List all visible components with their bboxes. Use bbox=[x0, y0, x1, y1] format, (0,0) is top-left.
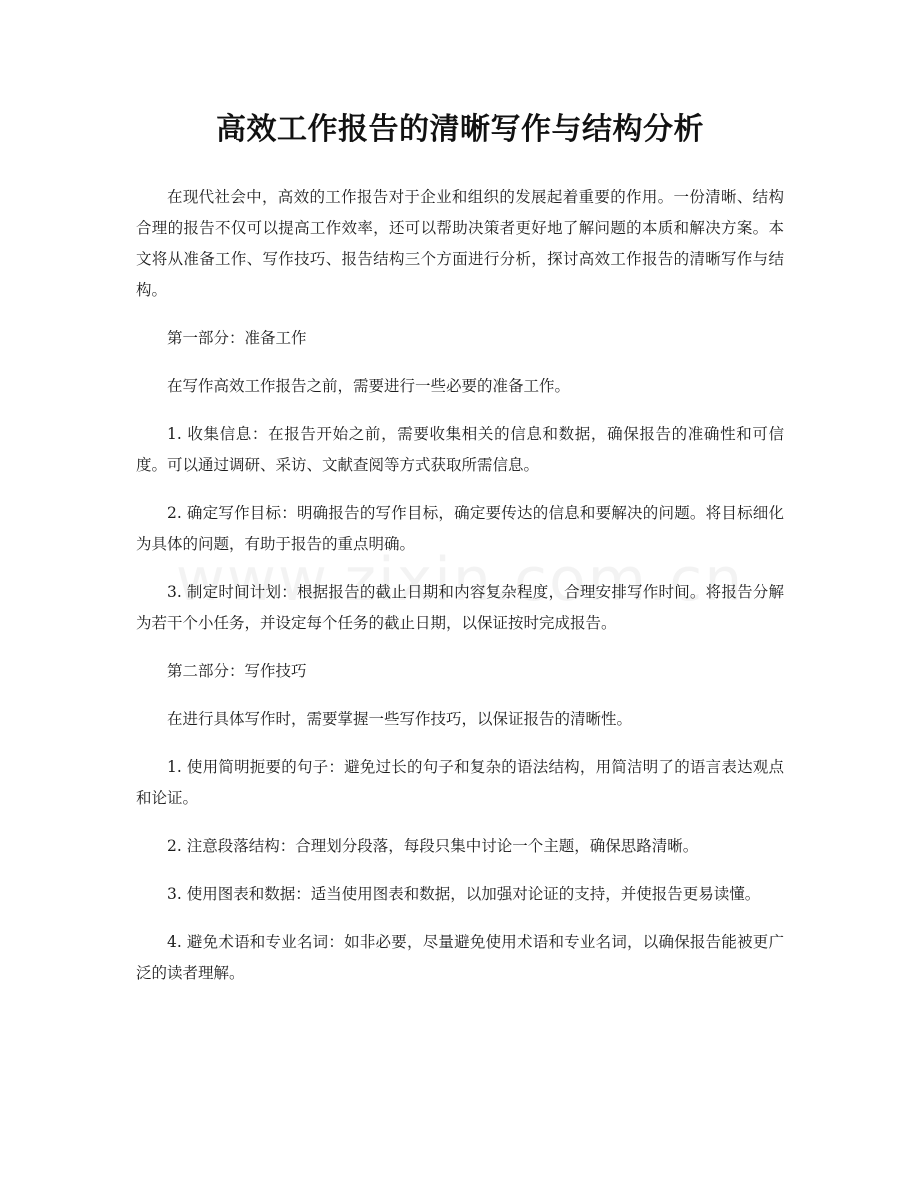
document-title: 高效工作报告的清晰写作与结构分析 bbox=[216, 112, 704, 147]
list-item: 2. 确定写作目标：明确报告的写作目标，确定要传达的信息和要解决的问题。将目标细化为具体的问题，有助于报告的重点明确。 bbox=[136, 504, 784, 553]
section-heading-preparation: 第一部分：准备工作 bbox=[167, 329, 307, 347]
list-item: 3. 使用图表和数据：适当使用图表和数据，以加强对论证的支持，并使报告更易读懂。 bbox=[167, 885, 761, 903]
document-body bbox=[136, 182, 784, 1006]
section-heading-writing-skills: 第二部分：写作技巧 bbox=[167, 662, 307, 680]
list-item: 3. 制定时间计划：根据报告的截止日期和内容复杂程度，合理安排写作时间。将报告分解为若干个小任务，并设定每个任务的截止日期，以保证按时完成报告。 bbox=[136, 583, 784, 632]
intro-paragraph: 在现代社会中，高效的工作报告对于企业和组织的发展起着重要的作用。一份清晰、结构合理的报告不仅可以提高工作效率，还可以帮助决策者更好地了解问题的本质和解决方案。本文将从准备工作、写作技巧、报告结构三个方面进行分析，探讨高效工作报告的清晰写作与结构。 bbox=[136, 188, 784, 299]
list-item: 4. 避免术语和专业名词：如非必要，尽量避免使用术语和专业名词，以确保报告能被更广泛的读者理解。 bbox=[136, 933, 784, 982]
list-item: 2. 注意段落结构：合理划分段落，每段只集中讨论一个主题，确保思路清晰。 bbox=[167, 837, 699, 855]
list-item: 1. 收集信息：在报告开始之前，需要收集相关的信息和数据，确保报告的准确性和可信度。可以通过调研、采访、文献查阅等方式获取所需信息。 bbox=[136, 425, 784, 474]
list-item: 1. 使用简明扼要的句子：避免过长的句子和复杂的语法结构，用简洁明了的语言表达观点和论证。 bbox=[136, 758, 784, 807]
paragraph: 在进行具体写作时，需要掌握一些写作技巧，以保证报告的清晰性。 bbox=[167, 710, 633, 728]
paragraph: 在写作高效工作报告之前，需要进行一些必要的准备工作。 bbox=[167, 377, 571, 395]
